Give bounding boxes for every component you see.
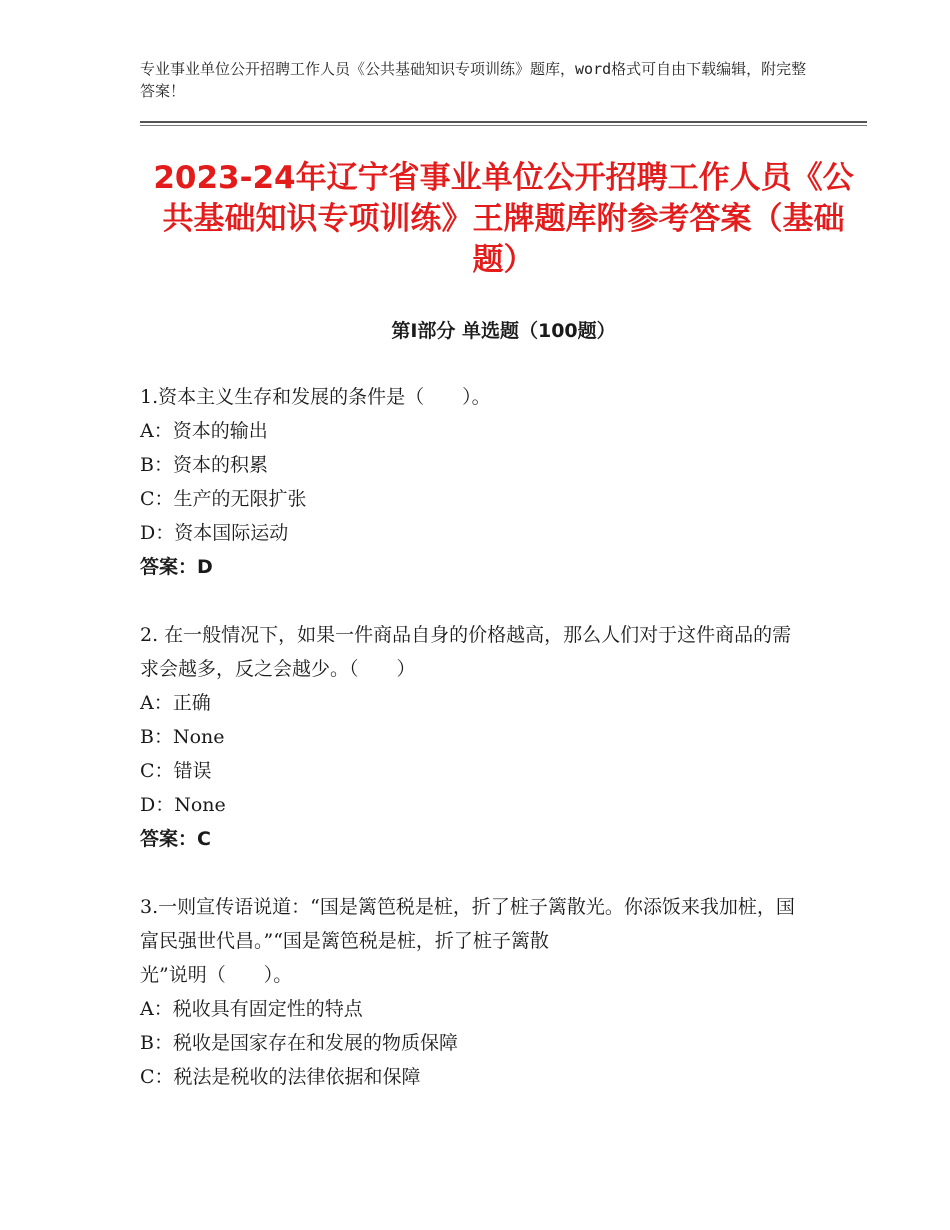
- option-d: D：None: [140, 794, 226, 816]
- option-c: C：税法是税收的法律依据和保障: [140, 1066, 421, 1088]
- question-2: [140, 618, 810, 856]
- question-stem-line-2: 光”说明（ ）。: [140, 964, 293, 986]
- question-3: [140, 890, 810, 1094]
- option-a: A：正确: [140, 692, 211, 714]
- option-c: C：生产的无限扩张: [140, 488, 307, 510]
- header-divider: [140, 121, 867, 123]
- document-title: 2023-24年辽宁省事业单位公开招聘工作人员《公共基础知识专项训练》王牌题库附参考答案（基础题）: [153, 160, 854, 278]
- question-stem-line-1: 3.一则宣传语说道：“国是篱笆税是桩，折了桩子篱散光。你添饭来我加桩，国富民强世代昌。”“国是篱笆税是桩，折了桩子篱散: [140, 896, 795, 952]
- answer: 答案：D: [140, 556, 213, 578]
- question-list: [140, 380, 810, 1128]
- option-b: B：税收是国家存在和发展的物质保障: [140, 1032, 458, 1054]
- option-d: D：资本国际运动: [140, 522, 289, 544]
- header-divider-thin: [140, 125, 867, 126]
- option-a: A：资本的输出: [140, 420, 268, 442]
- option-c: C：错误: [140, 760, 212, 782]
- header-note: 专业事业单位公开招聘工作人员《公共基础知识专项训练》题库，word格式可自由下载编辑，附完整答案！: [140, 60, 807, 100]
- option-b: B：None: [140, 726, 225, 748]
- question-stem: 1.资本主义生存和发展的条件是（ ）。: [140, 386, 491, 408]
- option-b: B：资本的积累: [140, 454, 268, 476]
- question-1: [140, 380, 810, 584]
- option-a: A：税收具有固定性的特点: [140, 998, 363, 1020]
- answer: 答案：C: [140, 828, 211, 850]
- section-heading: 第Ⅰ部分 单选题（100题）: [391, 320, 616, 342]
- question-stem: 2. 在一般情况下，如果一件商品自身的价格越高，那么人们对于这件商品的需求会越多，反之会越少。（ ）: [140, 624, 792, 680]
